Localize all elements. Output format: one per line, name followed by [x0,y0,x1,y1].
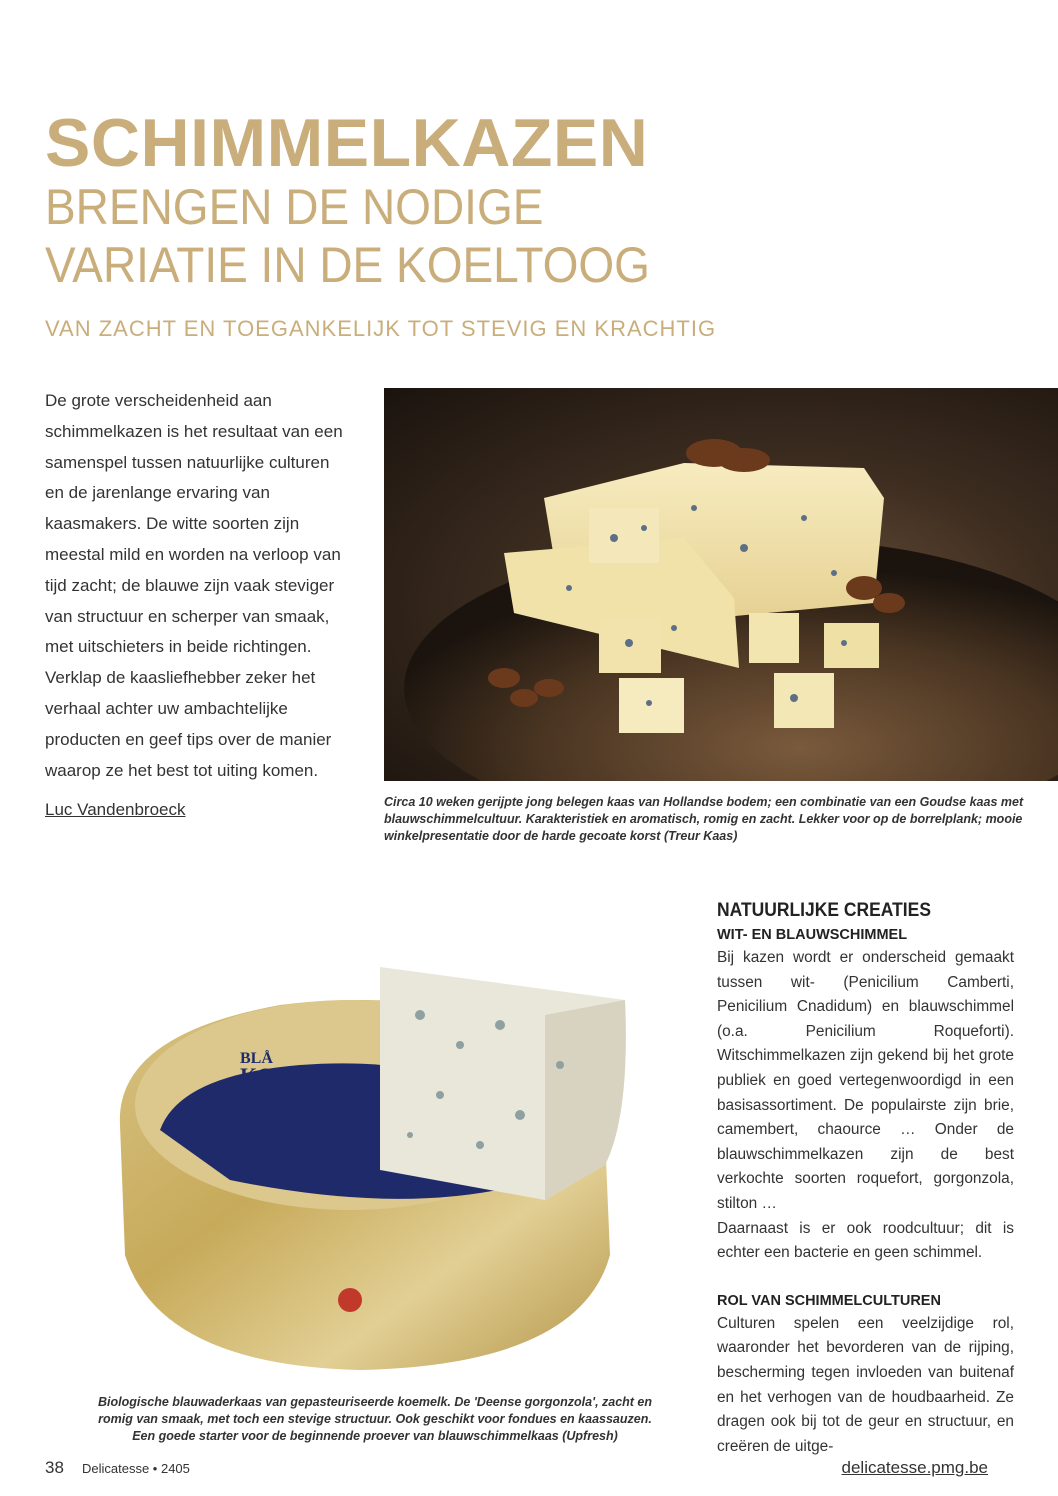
cheese-wedge-side [545,1000,626,1200]
cheese-cube [589,508,659,563]
cheese-photo-kornblume [100,955,645,1385]
headline-subline [45,178,650,294]
headline-line-3: VARIATIE IN DE KOELTOOG [45,237,650,293]
label-line-4: WEICHKÄSE MINDESTENS [240,1099,359,1109]
section1-paragraph-2: Daarnaast is er ook roodcultuur; dit is echter een bacterie en geen schimmel. [717,1219,1014,1262]
label-line-3: BLAUE KORNBLUME [240,1089,334,1099]
cheese-photo-board [384,388,1058,781]
section-title-rol-van-schimmelculturen: ROL VAN SCHIMMELCULTUREN [717,1292,941,1309]
page-number: 38 [45,1458,64,1477]
right-column [717,898,1014,1459]
headline: SCHIMMELKAZEN [45,105,649,181]
intro-paragraph: De grote verscheidenheid aan schimmelkazen is het resultaat van een samenspel tussen natuurlijke culturen en de jarenlange ervaring van kaasmakers. De witte soorten zijn meestal mild en worden na verloop van tijd zacht; de blauwe zijn vaak steviger van structuur en scherper van smaak, met uitschieters in beide richtingen. Verklap de kaasliefhebber zeker het verhaal achter uw ambachtelijke producten en geef tips over de manier waarop ze het best tot uiting komen. [45,391,343,780]
cheese-cube [749,613,799,663]
section2-paragraph-1: Culturen spelen een veelzijdige rol, waaronder het bevorderen van de rijping, bescherming tegen invloeden van buitenaf en het verhogen van de houdbaarheid. Ze dragen ook bij tot de geur en structuur, en creëren de uitge- [717,1314,1014,1455]
magazine-issue: Delicatesse • 2405 [82,1461,190,1476]
section-subtitle-schimmel: WIT- EN BLAUWSCHIMMEL [717,927,908,943]
cheese-cube [774,673,834,728]
photo-caption-1: Circa 10 weken gerijpte jong belegen kaas van Hollandse bodem; een combinatie van een Goudse kaas met blauwschimmelcultuur. Karakteristiek en aromatisch, romig en zacht. Lekker voor op de borrelplank; mooie winkelpresentatie door de harde gecoate korst (Treur Kaas) [384,795,1024,843]
section-title-natuurlijke-creaties: NATUURLIJKE CREATIES [717,900,931,921]
section1-paragraph-1: Bij kazen wordt er onderscheid gemaakt tussen wit- (Penicilium Camberti, Penicilium Cnadidum) en blauwschimmel (o.a. Penicilium Roqueforti). Witschimmelkazen zijn gekend bij het grote publiek en goed vertegenwoordigd in een basisassortiment. De populairste zijn brie, camembert, chaource … Onder de blauwschimmelkazen zijn de best verkochte soorten roquefort, gorgonzola, stilton … [717,949,1014,1212]
cheese-cube [619,678,684,733]
cheese-board-illustration [384,388,1058,781]
photo-caption-2: Biologische blauwaderkaas van gepasteuriseerde koemelk. De 'Deense gorgonzola', zacht en romig van smaak, met toch een stevige structuur. Ook geschikt voor fondues en kaassauzen. Een goede starter voor de beginnende proever van blauwschimmelkaas (Upfresh) [97,1395,653,1443]
author-link[interactable]: Luc Vandenbroeck [45,800,186,819]
website-link[interactable]: delicatesse.pmg.be [841,1458,988,1477]
label-line-1: BLÅ [240,1050,273,1067]
article-subtitle: VAN ZACHT EN TOEGANKELIJK TOT STEVIG EN KRACHTIG [45,316,717,341]
organic-logo-icon [338,1288,362,1312]
label-line-2: KORNBLU [240,1063,352,1088]
cheese-cube [824,623,879,668]
cheese-wheel-illustration [100,955,645,1385]
headline-line-2: BRENGEN DE NODIGE [45,179,544,235]
